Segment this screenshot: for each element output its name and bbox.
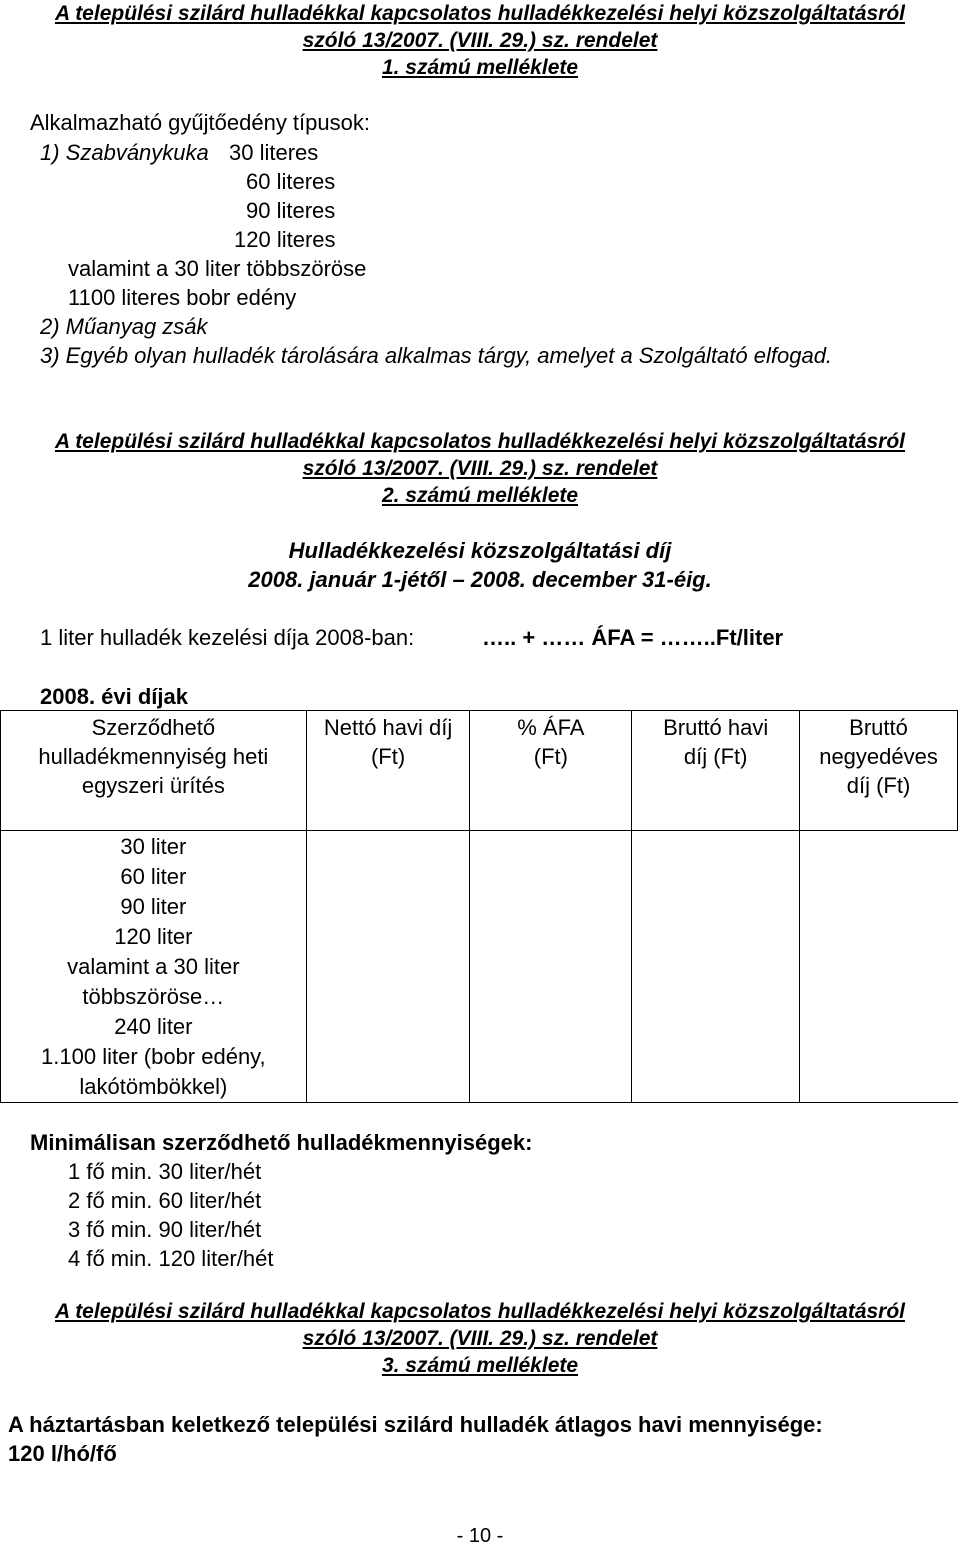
table-row: 240 liter [114, 1014, 193, 1039]
annex1-size-1: 60 literes [246, 169, 336, 194]
annex1-size-0: 30 literes [229, 140, 319, 165]
annex2-header-line1: A települési szilárd hulladékkal kapcsolatos hulladékkezelési helyi közszolgáltatásról [54, 430, 906, 453]
annex1-header-line3: 1. számú melléklete [381, 56, 579, 79]
col-header-gross-monthly: Bruttó havi díj (Ft) [632, 711, 800, 831]
net-monthly-cell [306, 831, 470, 1103]
table-row: 120 liter [114, 924, 193, 949]
page-number: - 10 - [456, 1525, 504, 1547]
annex3-statement-line2: 120 l/hó/fő [8, 1441, 117, 1466]
table-row: valamint a 30 liter többszöröse… [67, 954, 240, 1009]
annex3-statement-line1: A háztartásban keletkező települési szilárd hulladék átlagos havi mennyisége: [8, 1412, 823, 1437]
annex2-table-caption: 2008. évi díjak [40, 684, 188, 709]
annex2-header [0, 428, 960, 509]
annex2-price-label [40, 623, 414, 652]
annex1-extra-0: valamint a 30 liter többszöröse [68, 256, 367, 281]
annex2-price-value: ….. + …… ÁFA = ……..Ft/liter [482, 625, 784, 650]
annex3-header-line3: 3. számú melléklete [381, 1354, 579, 1377]
annex3-header-line2: szóló 13/2007. (VIII. 29.) sz. rendelet [302, 1327, 658, 1350]
table-row: 1.100 liter (bobr edény, lakótömbökkel) [41, 1044, 266, 1099]
annex2-price-label-text: 1 liter hulladék kezelési díja 2008-ban: [40, 625, 415, 650]
gross-quarterly-cell [800, 831, 958, 1103]
minimum-title-text: Minimálisan szerződhető hulladékmennyiségek: [30, 1130, 533, 1155]
annex2-title-line2: 2008. január 1-jétől – 2008. december 31-éig. [248, 567, 712, 592]
quantity-list [1, 831, 307, 1103]
col-header-net-monthly: Nettó havi díj (Ft) [306, 711, 470, 831]
fee-table [0, 710, 958, 1103]
vat-cell [470, 831, 632, 1103]
annex3-header-line1: A települési szilárd hulladékkal kapcsolatos hulladékkezelési helyi közszolgáltatásról [54, 1300, 906, 1323]
minimum-item-3: 4 fő min. 120 liter/hét [68, 1246, 274, 1271]
minimum-item-1: 2 fő min. 60 liter/hét [68, 1188, 262, 1213]
annex2-header-line2: szóló 13/2007. (VIII. 29.) sz. rendelet [302, 457, 658, 480]
annex1-header-line2: szóló 13/2007. (VIII. 29.) sz. rendelet [302, 29, 658, 52]
annex1-item1 [40, 138, 318, 167]
table-row: 60 liter [120, 864, 187, 889]
minimum-item-2: 3 fő min. 90 liter/hét [68, 1217, 262, 1242]
annex2-title-line1: Hulladékkezelési közszolgáltatási díj [288, 538, 672, 563]
minimum-title [30, 1128, 532, 1157]
annex1-extra-1: 1100 literes bobr edény [68, 285, 297, 310]
annex1-header [0, 0, 960, 81]
annex1-size-3: 120 literes [234, 227, 336, 252]
gross-monthly-cell [632, 831, 800, 1103]
annex1-intro: Alkalmazható gyűjtőedény típusok: [30, 110, 370, 135]
annex1-item2: 2) Műanyag zsák [40, 314, 208, 339]
fee-table-header-row [1, 711, 958, 831]
table-row: 90 liter [120, 894, 187, 919]
col-header-gross-quarterly: Bruttó negyedéves díj (Ft) [800, 711, 958, 831]
table-row: 30 liter [120, 834, 187, 859]
annex1-item3: 3) Egyéb olyan hulladék tárolására alkalmas tárgy, amelyet a Szolgáltató elfogad. [40, 343, 833, 368]
minimum-item-0: 1 fő min. 30 liter/hét [68, 1159, 262, 1184]
annex3-header [0, 1298, 960, 1379]
annex1-item1-label: 1) Szabványkuka [40, 140, 209, 165]
annex1-size-2: 90 literes [246, 198, 336, 223]
annex1-header-line1: A települési szilárd hulladékkal kapcsolatos hulladékkezelési helyi közszolgáltatásról [54, 2, 906, 25]
fee-table-body-row [1, 831, 958, 1103]
col-header-vat: % ÁFA (Ft) [470, 711, 632, 831]
annex2-header-line3: 2. számú melléklete [381, 484, 579, 507]
col-header-quantity: Szerződhető hulladékmennyiség heti egyszeri ürítés [1, 711, 307, 831]
